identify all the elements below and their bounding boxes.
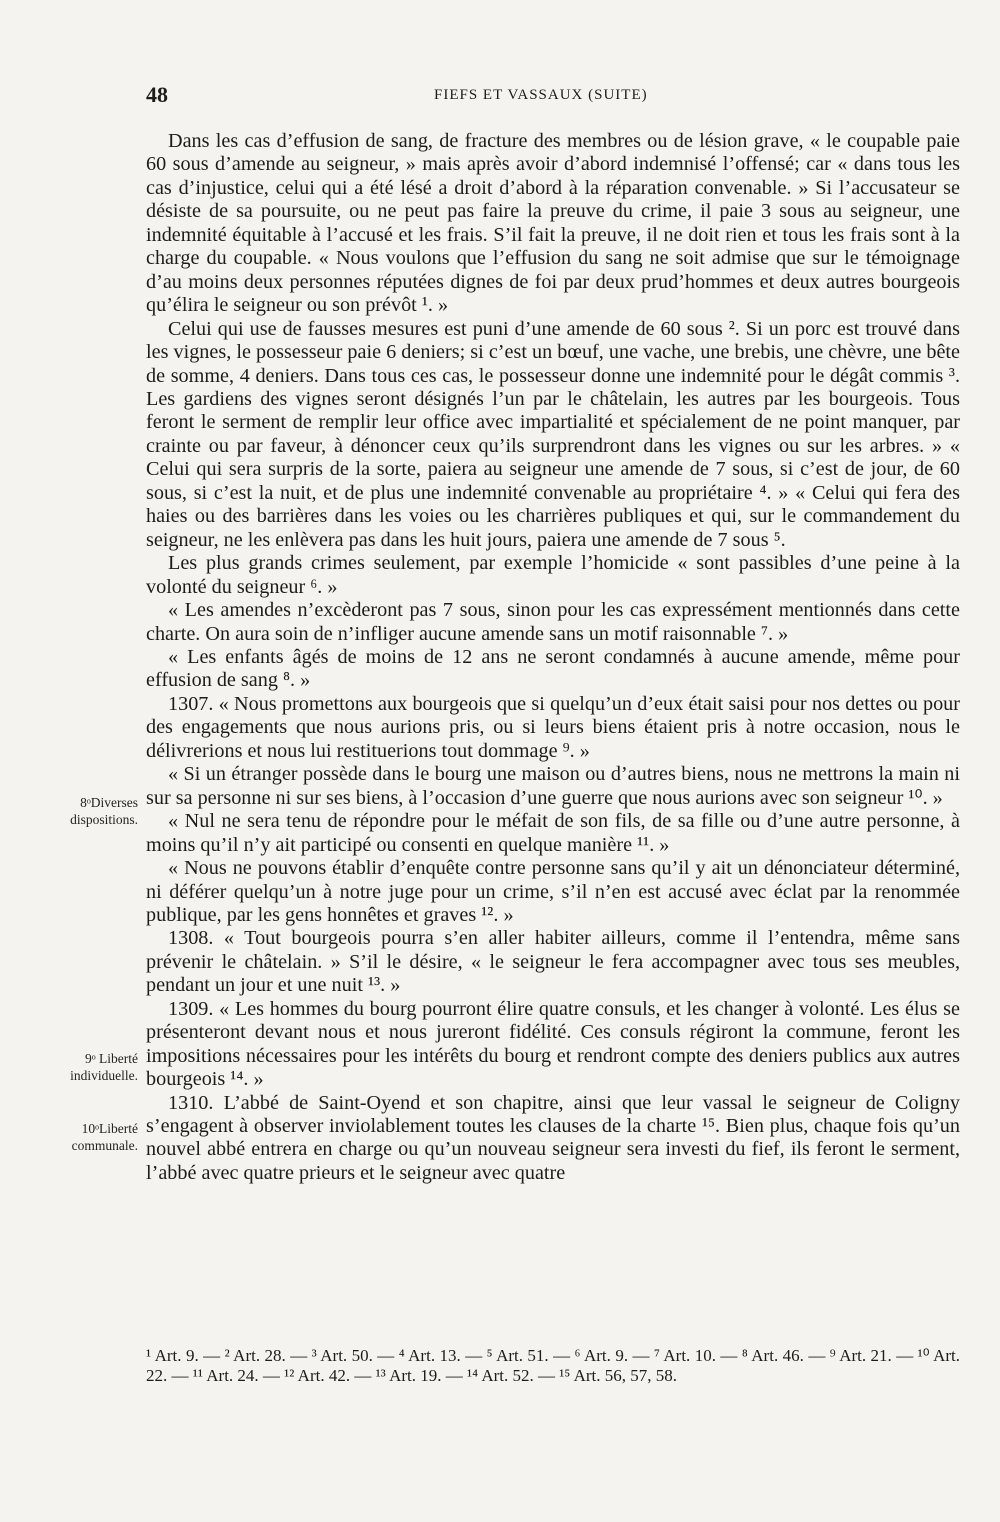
paragraph: « Les amendes n’excèderont pas 7 sous, sinon pour les cas expressément mentionnés dans cette charte. On aura soin de n’infliger aucune amende sans un motif raisonnable ⁷. » [146,599,960,645]
footnotes: ¹ Art. 9. — ² Art. 28. — ³ Art. 50. — ⁴ Art. 13. — ⁵ Art. 51. — ⁶ Art. 9. — ⁷ Art. 10. — ⁸ Art. 46. — ⁹ Art. 21. — ¹⁰ Art. 22. — ¹¹ Art. 24. — ¹² Art. 42. — ¹³ Art. 19. — ¹⁴ Art. 52. — ¹⁵ Art. 56, 57, 58. [146,1346,960,1385]
margin-note-line: individuelle. [70,1068,138,1083]
paragraph: Celui qui use de fausses mesures est puni d’une amende de 60 sous ². Si un porc est trouvé dans les vignes, le possesseur paie 6 deniers; si c’est un bœuf, une vache, une brebis, une chèvre, une bête de somme, 4 deniers. Dans tous ces cas, le possesseur donne une indemnité pour le dégât commis ³. Les gardiens des vignes seront désignés l’un par le châtelain, les autres par les bourgeois. Tous feront le serment de remplir leur office avec impartialité et spécialement de ne point manquer, par crainte ou par faveur, à dénoncer ceux qu’ils surprendront dans les vignes ou sur les arbres. » « Celui qui sera surpris de la sorte, paiera au seigneur une amende de 7 sous, si c’est de jour, de 60 sous, si c’est la nuit, et de plus une indemnité convenable au propriétaire ⁴. » « Celui qui fera des haies ou des barrières dans les voies ou les charrières publiques et qui, sur le commandement du seigneur, ne les enlèvera pas dans les huit jours, paiera une amende de 7 sous ⁵. [146,317,960,551]
paragraph: 1310. L’abbé de Saint-Oyend et son chapitre, ainsi que leur vassal le seigneur de Coligny s’engagent à observer inviolablement toutes les clauses de la charte ¹⁵. Bien plus, chaque fois qu’un nouvel abbé entrera en charge ou qu’un nouveau seigneur sera investi du fief, ils feront le serment, l’abbé avec quatre prieurs et le seigneur avec quatre [146,1091,960,1184]
margin-note-line: communale. [71,1138,138,1153]
paragraph: « Si un étranger possède dans le bourg une maison ou d’autres biens, nous ne mettrons la main ni sur sa personne ni sur ses biens, à l’occasion d’une guerre que nous aurions avec son seigneur ¹⁰. » [146,763,960,809]
margin-note-line: 8ᵒDiverses [80,795,138,810]
paragraph: 1309. « Les hommes du bourg pourront élire quatre consuls, et les changer à volonté. Les élus se présenteront devant nous et nous jureront fidélité. Ces consuls régiront la commune, feront les impositions nécessaires pour les intérêts du bourg et rendront compte des deniers publics aux autres bourgeois ¹⁴. » [146,997,960,1091]
margin-note-diverses-dispositions [46,794,138,828]
page-number: 48 [146,82,168,107]
paragraph: Les plus grands crimes seulement, par exemple l’homicide « sont passibles d’une peine à la volonté du seigneur ⁶. » [146,552,960,598]
margin-note-liberte-communale [46,1120,138,1154]
margin-note-line: dispositions. [70,812,138,827]
paragraph: « Nous ne pouvons établir d’enquête contre personne sans qu’il y ait un dénonciateur déterminé, ni déférer quelqu’un à notre juge pour un crime, s’il n’en est accusé avec éclat par la renommée publique, par les gens honnêtes et graves ¹². » [146,857,960,926]
margin-note-liberte-individuelle [46,1050,138,1084]
margin-note-line: 9ᵒ Liberté [85,1051,138,1066]
page-header [0,82,1000,112]
paragraph: « Nul ne sera tenu de répondre pour le méfait de son fils, de sa fille ou d’une autre personne, à moins qu’il n’y ait participé ou consenti en quelque manière ¹¹. » [146,810,960,856]
paragraph: 1308. « Tout bourgeois pourra s’en aller habiter ailleurs, comme il l’entendra, même sans prévenir le châtelain. » S’il le désire, « le seigneur le fera accompagner avec tous ses meubles, pendant un jour et une nuit ¹³. » [146,927,960,997]
paragraph: 1307. « Nous promettons aux bourgeois que si quelqu’un d’eux était saisi pour nos dettes ou pour des engagements que nous aurions pris, ou si leurs biens étaient pris à notre occasion, nous le délivrerions et nous lui restituerions tout dommage ⁹. » [146,692,960,762]
show-through-text [40,280,140,296]
body-text [146,130,960,1185]
paragraph: « Les enfants âgés de moins de 12 ans ne seront condamnés à aucune amende, même pour effusion de sang ⁸. » [146,645,960,692]
paragraph: Dans les cas d’effusion de sang, de fracture des membres ou de lésion grave, « le coupable paie 60 sous d’amende au seigneur, » mais après avoir d’abord indemnisé l’offensé; car « dans tous les cas d’injustice, celui qui a été lésé a droit d’abord à la réparation convenable. » Si l’accusateur se désiste de sa poursuite, ou ne peut pas faire la preuve du crime, il paie 3 sous au seigneur, une indemnité équitable à l’accusé et les frais. S’il fait la preuve, il ne doit rien et tous les frais sont à la charge du coupable. « Nous voulons que l’effusion du sang ne soit admise que sur le témoignage d’au moins deux personnes réputées dignes de foi par deux prud’hommes et deux autres bourgeois qu’élira le seigneur ou son prévôt ¹. » [146,130,960,317]
running-title: FIEFS ET VASSAUX (SUITE) [434,87,648,103]
margin-note-line: 10ᵒLiberté [81,1121,138,1136]
